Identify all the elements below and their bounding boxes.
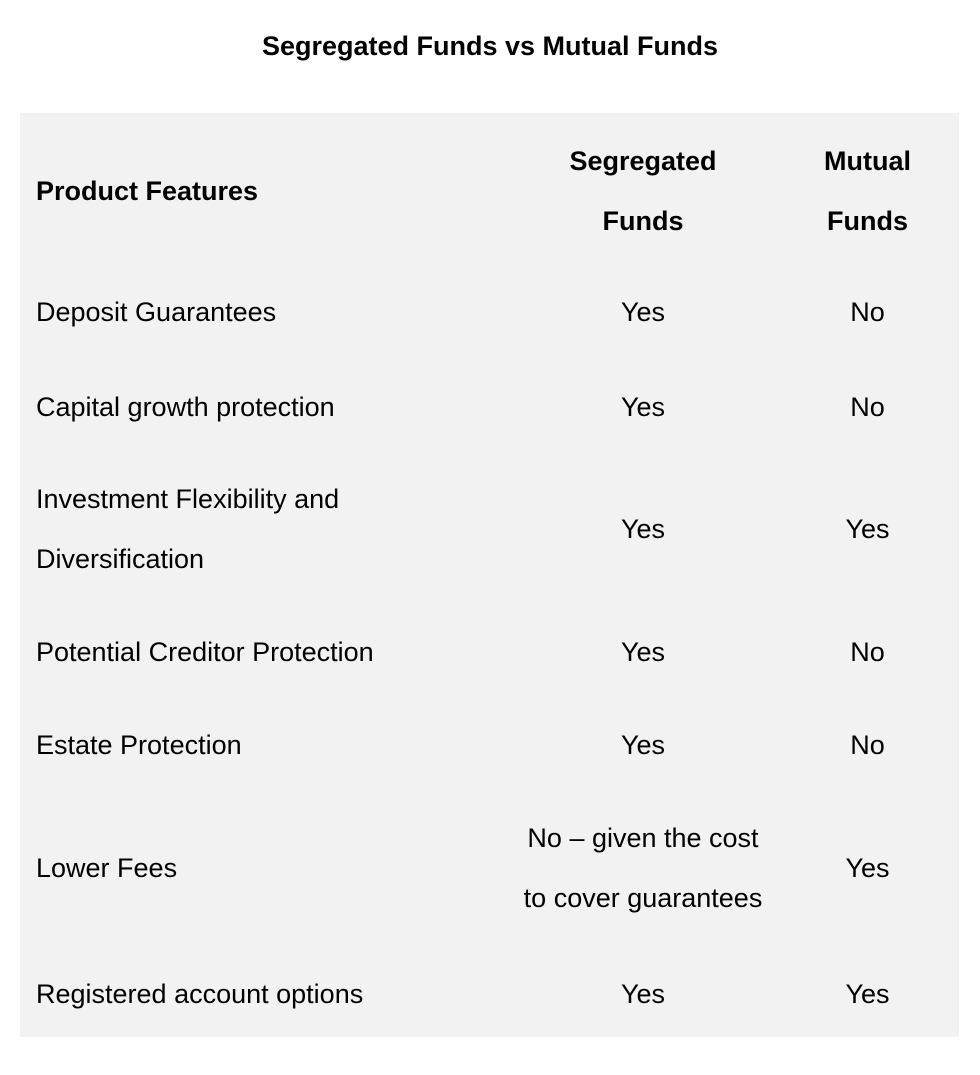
mutual-cell: No (850, 297, 885, 327)
feature-cell (20, 458, 510, 600)
segregated-cell: Yes (620, 297, 666, 327)
mutual-cell: No (850, 392, 885, 422)
table-row (20, 950, 959, 1037)
feature-cell: Registered account options (36, 978, 364, 1009)
segregated-cell: Yes (620, 392, 666, 422)
segregated-cell: Yes (620, 637, 666, 667)
feature-cell: Potential Creditor Protection (36, 637, 374, 667)
feature-cell: Estate Protection (36, 730, 242, 760)
segregated-line1: No – given the cost (527, 823, 759, 853)
segregated-cell: Yes (620, 730, 666, 760)
segregated-line2: to cover guarantees (523, 883, 763, 913)
mutual-cell: Yes (845, 978, 890, 1009)
header-product-features: Product Features (36, 175, 259, 206)
header-segregated-line1: Segregated (569, 145, 717, 176)
table-row (20, 268, 959, 356)
feature-cell: Deposit Guarantees (36, 297, 277, 327)
table-row (20, 786, 959, 950)
header-mutual-funds (776, 113, 959, 268)
mutual-cell: No (850, 730, 885, 760)
mutual-cell: Yes (845, 514, 890, 544)
page-title: Segregated Funds vs Mutual Funds (261, 31, 719, 61)
segregated-cell: Yes (620, 514, 666, 544)
table-header-row (20, 113, 959, 268)
table-row (20, 356, 959, 458)
mutual-cell: No (850, 637, 885, 667)
comparison-table-container (20, 113, 959, 1037)
header-segregated-line2: Funds (602, 205, 684, 236)
comparison-table (20, 113, 959, 1037)
feature-line1: Investment Flexibility and (36, 484, 340, 514)
table-row (20, 600, 959, 704)
header-segregated-funds (510, 113, 776, 268)
table-row (20, 704, 959, 786)
mutual-cell: Yes (845, 853, 890, 883)
header-mutual-line1: Mutual (824, 145, 911, 176)
feature-cell: Capital growth protection (36, 392, 335, 422)
feature-line2: Diversification (36, 544, 205, 574)
header-mutual-line2: Funds (827, 205, 908, 236)
feature-cell: Lower Fees (36, 853, 178, 883)
table-row (20, 458, 959, 600)
segregated-cell (510, 786, 776, 950)
segregated-cell: Yes (620, 978, 666, 1009)
